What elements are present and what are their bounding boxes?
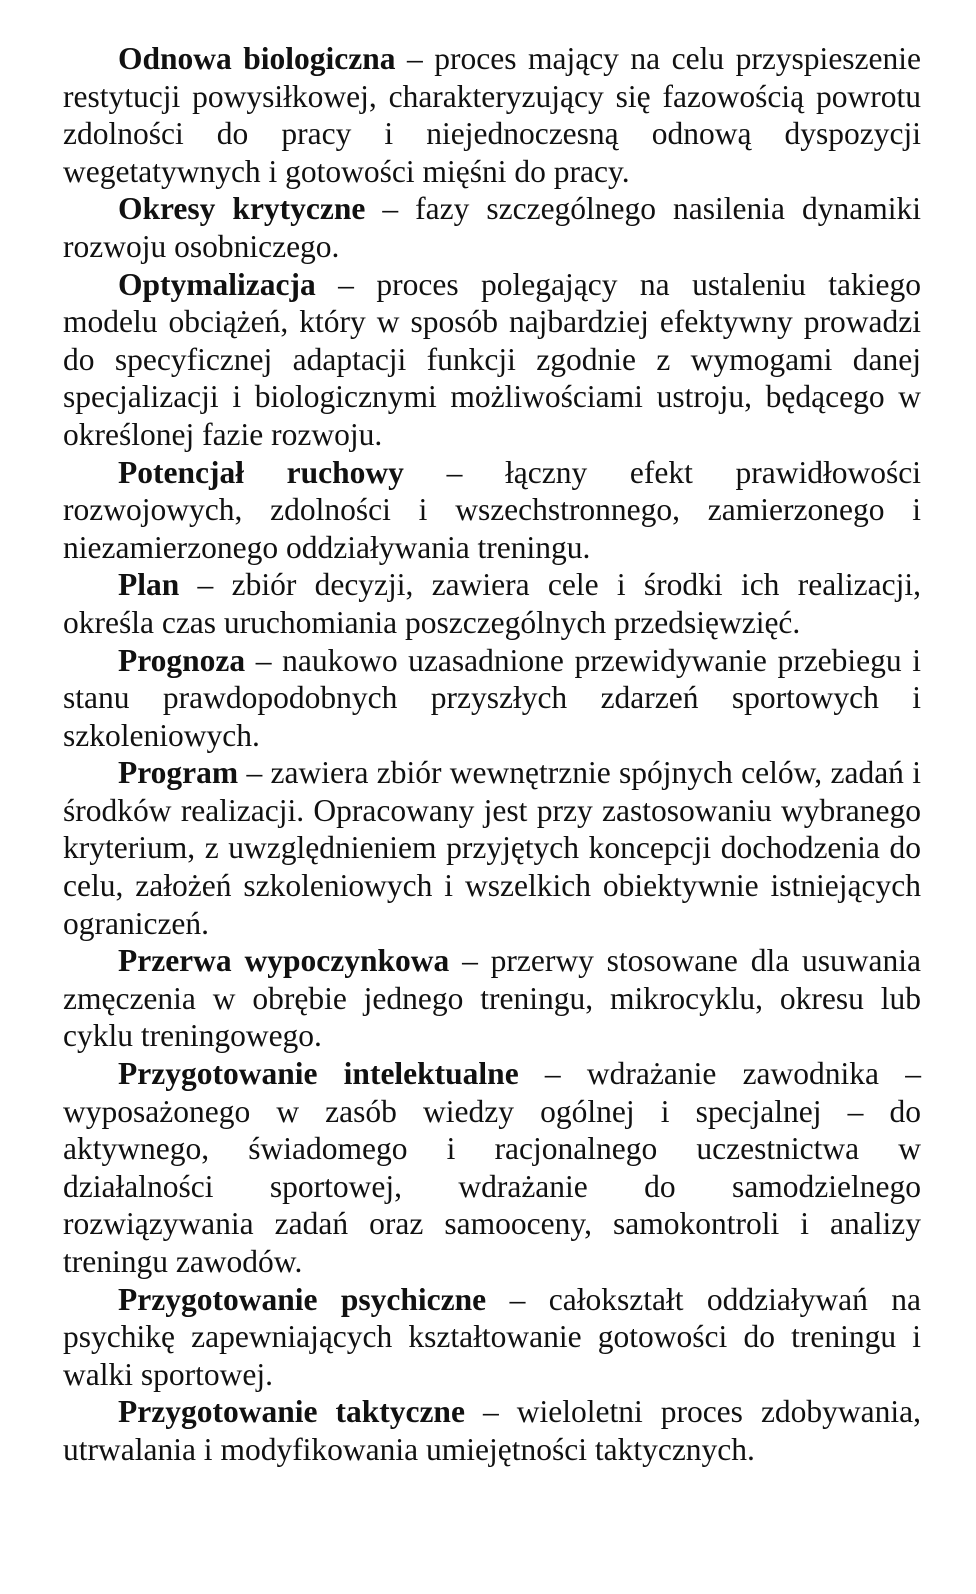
- glossary-entry: [63, 642, 921, 755]
- glossary-definition: – wieloletni proces zdobywania, utrwalania i modyfikowania umiejętności taktycznych.: [63, 1394, 922, 1467]
- glossary-definition: – przerwy stosowane dla usuwania zmęczenia w obrębie jednego treningu, mikrocyklu, okresu lub cyklu treningowego.: [63, 943, 922, 1054]
- glossary-term: Odnowa biologiczna: [118, 41, 396, 76]
- glossary-page: [63, 40, 921, 1469]
- glossary-entry: [63, 266, 921, 454]
- glossary-entry: [63, 942, 921, 1055]
- glossary-term: Przerwa wypoczynkowa: [118, 943, 450, 979]
- glossary-entry: [63, 754, 921, 942]
- glossary-entry: [63, 1281, 921, 1394]
- glossary-term: Potencjał ruchowy: [118, 454, 404, 490]
- glossary-term: Program: [118, 755, 239, 791]
- glossary-definition: – łączny efekt prawidłowości rozwojowych, zdolności i wszechstronnego, zamierzonego i niezamierzonego oddziaływania treningu.: [63, 454, 921, 565]
- glossary-definition: – proces mający na celu przyspieszenie restytucji powysiłkowej, charakteryzujący się fazowością powrotu zdolności do pracy i niejednoczesną odnową dyspozycji wegetatywnych i gotowości mięśni do pracy.: [63, 41, 921, 189]
- glossary-definition: – fazy szczególnego nasilenia dynamiki rozwoju osobniczego.: [63, 191, 922, 264]
- glossary-term: Plan: [118, 567, 180, 603]
- glossary-definition: – zbiór decyzji, zawiera cele i środki ich realizacji, określa czas uruchomiania poszczególnych przedsięwzięć.: [63, 567, 921, 640]
- glossary-definition: – całokształt oddziaływań na psychikę zapewniających kształtowanie gotowości do treningu i walki sportowej.: [63, 1281, 921, 1392]
- glossary-definition: – proces polegający na ustaleniu takiego modelu obciążeń, który w sposób najbardziej efektywny prowadzi do specyficznej adaptacji funkcji zgodnie z wymogami danej specjalizacji i biologicznymi możliwościami ustroju, będącego w określonej fazie rozwoju.: [63, 266, 921, 452]
- glossary-term: Przygotowanie psychiczne: [118, 1281, 487, 1317]
- glossary-term: Optymalizacja: [118, 266, 316, 302]
- glossary-definition: – wdrażanie zawodnika – wyposażonego w zasób wiedzy ogólnej i specjalnej – do aktywnego, świadomego i racjonalnego uczestnictwa w działalności sportowej, wdrażanie do samodzielnego rozwiązywania zadań oraz samooceny, samokontroli i analizy treningu zawodów.: [63, 1056, 921, 1279]
- glossary-entry: [63, 1055, 921, 1281]
- glossary-entry: [63, 454, 921, 567]
- glossary-entry: [63, 190, 921, 265]
- glossary-term: Przygotowanie taktyczne: [118, 1394, 465, 1430]
- glossary-entry: [63, 1393, 921, 1468]
- glossary-term: Przygotowanie intelektualne: [118, 1056, 519, 1092]
- glossary-definition: – naukowo uzasadnione przewidywanie przebiegu i stanu prawdopodobnych przyszłych zdarzeń sportowych i szkoleniowych.: [63, 642, 921, 753]
- glossary-term: Okresy krytyczne: [118, 191, 366, 227]
- glossary-entry: [63, 566, 921, 641]
- glossary-entry: [63, 40, 921, 190]
- glossary-definition: – zawiera zbiór wewnętrznie spójnych celów, zadań i środków realizacji. Opracowany jest przy zastosowaniu wybranego kryterium, z uwzględnieniem przyjętych koncepcji dochodzenia do celu, założeń szkoleniowych i wszelkich obiektywnie istniejących ograniczeń.: [63, 755, 921, 941]
- glossary-term: Prognoza: [118, 642, 246, 678]
